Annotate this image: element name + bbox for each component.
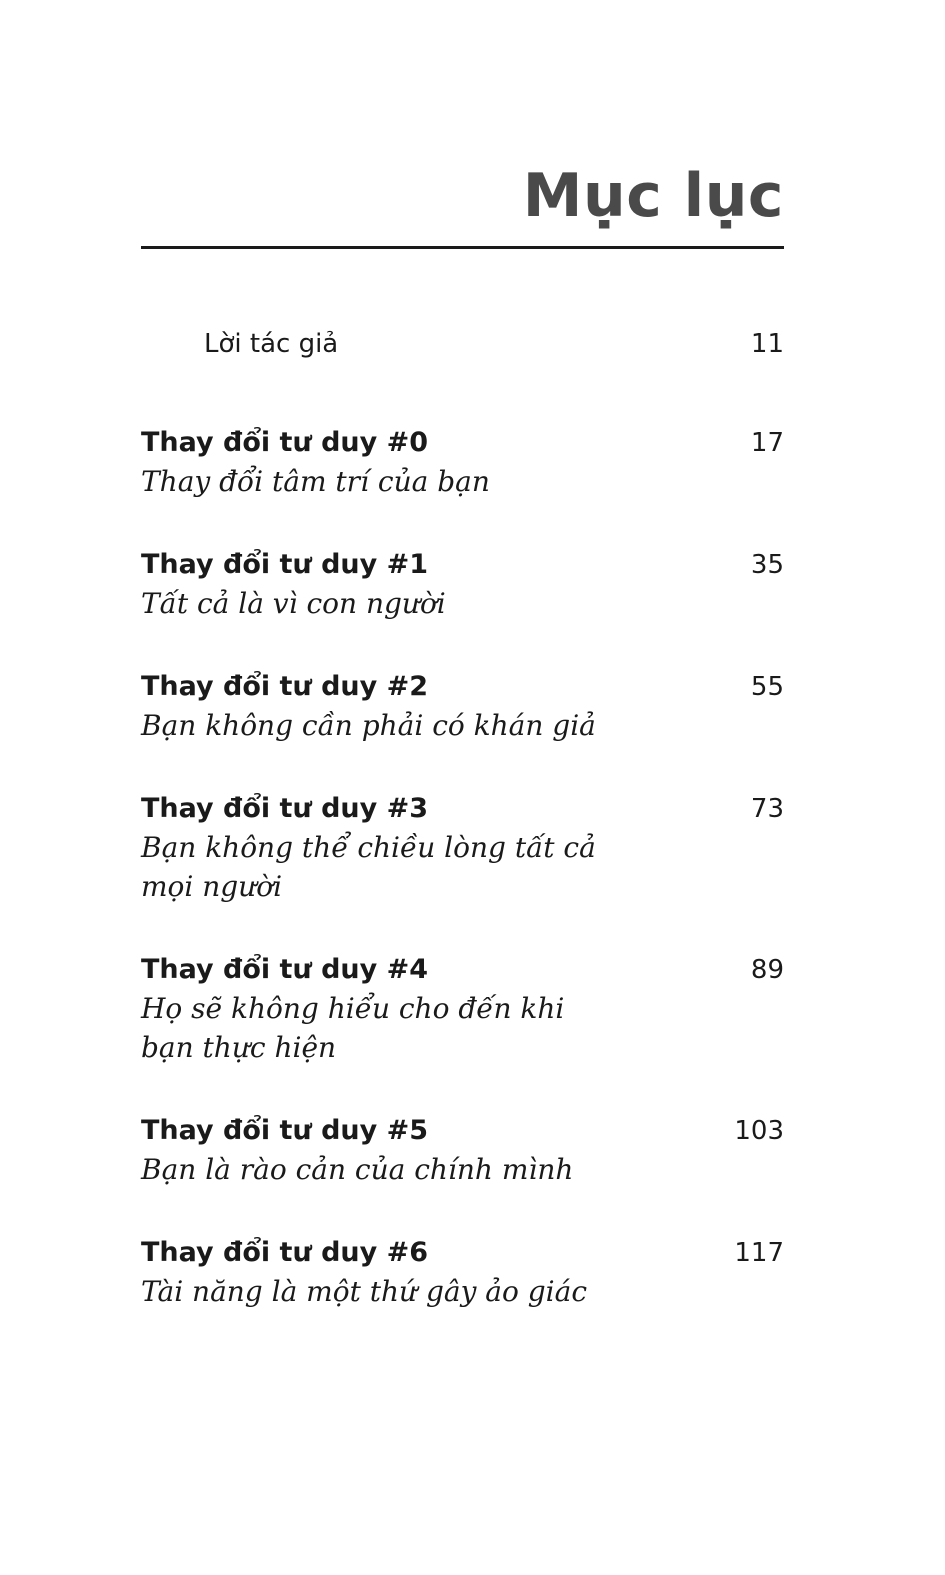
title-divider bbox=[141, 246, 784, 249]
preface-page-number: 11 bbox=[750, 329, 784, 359]
chapter-subtitle: Tất cả là vì con người bbox=[141, 587, 446, 620]
toc-entry-chapter-0 bbox=[141, 424, 784, 501]
preface-label: Lời tác giả bbox=[204, 329, 339, 359]
chapter-page-number: 35 bbox=[750, 550, 784, 580]
chapter-subtitle: Tài năng là một thứ gây ảo giác bbox=[141, 1275, 588, 1308]
chapter-heading: Thay đổi tư duy #1 bbox=[141, 549, 429, 580]
toc-entry-chapter-3 bbox=[141, 790, 784, 906]
toc-entry-chapter-2 bbox=[141, 668, 784, 745]
chapter-page-number: 55 bbox=[750, 672, 784, 702]
page-title: Mục lục bbox=[522, 161, 784, 231]
chapter-heading: Thay đổi tư duy #0 bbox=[141, 427, 429, 458]
chapter-subtitle: Họ sẽ không hiểu cho đến khi bạn thực hiện bbox=[141, 992, 565, 1064]
toc-entry-preface bbox=[141, 325, 784, 363]
toc-entry-chapter-6 bbox=[141, 1234, 784, 1311]
chapter-heading: Thay đổi tư duy #4 bbox=[141, 954, 429, 985]
chapter-heading: Thay đổi tư duy #6 bbox=[141, 1237, 429, 1268]
chapter-heading: Thay đổi tư duy #5 bbox=[141, 1115, 429, 1146]
chapter-page-number: 103 bbox=[734, 1116, 784, 1146]
toc-entry-chapter-4 bbox=[141, 951, 784, 1067]
chapter-heading: Thay đổi tư duy #3 bbox=[141, 793, 429, 824]
chapter-subtitle: Bạn không cần phải có khán giả bbox=[141, 709, 596, 742]
chapter-heading: Thay đổi tư duy #2 bbox=[141, 671, 429, 702]
toc-entry-chapter-1 bbox=[141, 546, 784, 623]
chapter-page-number: 89 bbox=[750, 955, 784, 985]
chapter-page-number: 17 bbox=[750, 428, 784, 458]
chapter-subtitle: Thay đổi tâm trí của bạn bbox=[141, 465, 490, 498]
toc-entry-chapter-5 bbox=[141, 1112, 784, 1189]
chapter-subtitle: Bạn không thể chiều lòng tất cả mọi người bbox=[141, 831, 596, 903]
chapter-page-number: 73 bbox=[750, 794, 784, 824]
chapter-subtitle: Bạn là rào cản của chính mình bbox=[141, 1153, 574, 1186]
chapter-page-number: 117 bbox=[734, 1238, 784, 1268]
